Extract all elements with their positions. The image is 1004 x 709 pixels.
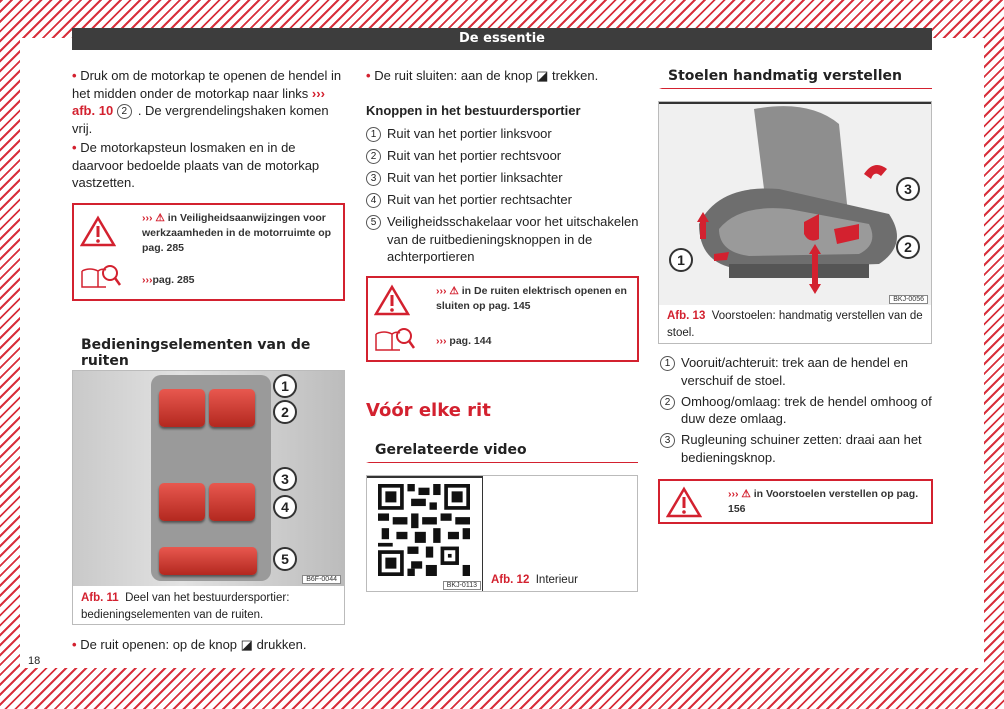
list-item bbox=[366, 191, 641, 209]
item-text: Omhoog/omlaag: trek de hendel omhoog of duw deze omlaag. bbox=[681, 393, 932, 426]
warning-link[interactable] bbox=[436, 284, 636, 314]
item-text: Ruit van het portier rechtsachter bbox=[387, 192, 572, 207]
item-text: Rugleuning schuiner zetten: draai aan het bedieningsknop. bbox=[681, 432, 922, 465]
warning-box bbox=[366, 276, 639, 362]
warning-text: in Veiligheidsaanwijzingen voor werkzaamheden in de motorruimte op pag. 285 bbox=[142, 212, 332, 254]
book-ref: pag. 144 bbox=[449, 335, 492, 347]
figure-code: BKJ-0056 bbox=[889, 295, 928, 304]
chevrons: ››› bbox=[728, 488, 739, 500]
item-text: Ruit van het portier rechtsvoor bbox=[387, 148, 562, 163]
caption-label: Afb. 12 bbox=[491, 574, 530, 586]
caption-text: Voorstoelen: handmatig verstellen van de stoel. bbox=[667, 310, 923, 339]
section-title-seats: Stoelen handmatig verstellen bbox=[659, 68, 932, 89]
book-search-icon bbox=[80, 263, 122, 291]
figure-video bbox=[366, 475, 638, 592]
bullet-text: De ruit openen: op de knop bbox=[80, 637, 238, 652]
caption-label: Afb. 13 bbox=[667, 310, 706, 322]
item-number: 1 bbox=[660, 356, 675, 371]
warning-link[interactable] bbox=[142, 211, 342, 256]
item-number: 3 bbox=[366, 171, 381, 186]
item-text: Ruit van het portier linksvoor bbox=[387, 126, 552, 141]
chevrons: ››› bbox=[436, 285, 447, 297]
bullet-support: • De motorkapsteun losmaken en in de daarvoor bedoelde plaats van de motorkap vastzetten. bbox=[72, 140, 320, 190]
figure-code: B6F-0044 bbox=[302, 575, 341, 584]
window-button-4 bbox=[209, 483, 255, 521]
caption-text: Interieur bbox=[535, 574, 578, 586]
section-title-video: Gerelateerde video bbox=[366, 442, 638, 463]
callout-4: 4 bbox=[273, 495, 297, 519]
safety-switch-button bbox=[159, 547, 257, 575]
figure-caption bbox=[491, 572, 578, 589]
warning-small-icon: ⚠ bbox=[449, 285, 459, 297]
chevrons: ››› bbox=[436, 335, 447, 347]
item-text: Vooruit/achteruit: trek aan de hendel en verschuif de stoel. bbox=[681, 355, 908, 388]
figure-caption bbox=[667, 308, 925, 342]
window-button-icon: ◪ bbox=[240, 637, 253, 652]
item-number: 1 bbox=[366, 127, 381, 142]
seat-illustration bbox=[659, 104, 931, 304]
list-item bbox=[660, 354, 932, 389]
window-button-2 bbox=[209, 389, 255, 427]
warning-box bbox=[72, 203, 345, 301]
list-item bbox=[366, 125, 641, 143]
seat-list bbox=[660, 354, 932, 466]
figure-image bbox=[659, 102, 931, 305]
subheading: Knoppen in het bestuurdersportier bbox=[366, 103, 581, 118]
bullet-text: drukken. bbox=[256, 637, 307, 652]
warning-triangle-icon bbox=[80, 215, 116, 247]
warning-text: in De ruiten elektrisch openen en sluiten op pag. 145 bbox=[436, 285, 627, 312]
callout-2: 2 bbox=[896, 235, 920, 259]
item-number: 5 bbox=[366, 215, 381, 230]
warning-triangle-icon bbox=[666, 486, 702, 518]
list-item bbox=[366, 213, 641, 266]
button-list bbox=[366, 125, 641, 266]
list-item bbox=[366, 169, 641, 187]
section-title-windows: Bedieningselementen van de ruiten bbox=[72, 337, 345, 374]
window-button-icon: ◪ bbox=[536, 68, 549, 83]
bullet-close-window: • De ruit sluiten: aan de knop ◪ trekken. bbox=[366, 68, 599, 83]
bullet-text: De ruit sluiten: aan de knop bbox=[374, 68, 533, 83]
chapter-title: Vóór elke rit bbox=[366, 400, 491, 421]
caption-text: Deel van het bestuurdersportier: bedieningselementen van de ruiten. bbox=[81, 592, 290, 621]
page-header: De essentie bbox=[72, 28, 932, 50]
warning-small-icon: ⚠ bbox=[155, 212, 165, 224]
item-number: 2 bbox=[366, 149, 381, 164]
qr-code-frame[interactable] bbox=[367, 476, 483, 591]
callout-number: 2 bbox=[117, 104, 132, 119]
callout-1: 1 bbox=[669, 248, 693, 272]
caption-label: Afb. 11 bbox=[81, 592, 119, 604]
qr-code-icon bbox=[378, 484, 470, 576]
bullet-text: Druk om de motorkap te openen de hendel in het midden onder de motorkap naar links bbox=[72, 68, 342, 101]
callout-5: 5 bbox=[273, 547, 297, 571]
list-item bbox=[366, 147, 641, 165]
page-number: 18 bbox=[28, 655, 41, 667]
bullet-text: trekken. bbox=[552, 68, 599, 83]
figure-window-controls bbox=[72, 370, 345, 625]
callout-3: 3 bbox=[896, 177, 920, 201]
item-text: Veiligheidsschakelaar voor het uitschakelen van de ruitbedieningsknoppen in de achterportieren bbox=[387, 214, 639, 264]
bullet-text: . De vergrendelingshaken komen vrij. bbox=[72, 103, 329, 136]
warning-small-icon: ⚠ bbox=[741, 488, 751, 500]
book-search-icon bbox=[374, 326, 416, 354]
list-item bbox=[660, 393, 932, 428]
bullet-text: De motorkapsteun losmaken en in de daarvoor bedoelde plaats van de motorkap vastzetten. bbox=[72, 140, 320, 190]
chevrons: ››› bbox=[142, 274, 153, 286]
item-number: 4 bbox=[366, 193, 381, 208]
chevrons: ››› bbox=[142, 212, 153, 224]
figure-code: BKJ-0113 bbox=[443, 581, 481, 590]
callout-3: 3 bbox=[273, 467, 297, 491]
window-button-1 bbox=[159, 389, 205, 427]
bullet-open-window: • De ruit openen: op de knop ◪ drukken. bbox=[72, 637, 307, 652]
figure-caption bbox=[81, 590, 339, 624]
item-number: 2 bbox=[660, 395, 675, 410]
warning-triangle-icon bbox=[374, 284, 410, 316]
window-button-3 bbox=[159, 483, 205, 521]
callout-2: 2 bbox=[273, 400, 297, 424]
book-link[interactable] bbox=[142, 273, 195, 288]
figure-image bbox=[73, 371, 344, 586]
item-text: Ruit van het portier linksachter bbox=[387, 170, 563, 185]
book-link[interactable] bbox=[436, 334, 491, 349]
book-ref: pag. 285 bbox=[152, 274, 195, 286]
callout-1: 1 bbox=[273, 374, 297, 398]
warning-link[interactable] bbox=[728, 487, 928, 517]
warning-box bbox=[658, 479, 933, 524]
intro-bullets bbox=[72, 67, 344, 192]
item-number: 3 bbox=[660, 433, 675, 448]
warning-text: in Voorstoelen verstellen op pag. 156 bbox=[728, 488, 919, 515]
figure-seat bbox=[658, 101, 932, 344]
list-item bbox=[660, 431, 932, 466]
bullet-open-hood: • Druk om de motorkap te openen de hendel in het midden onder de motorkap naar links ››› afb. 10 2 . De vergrendelingshaken komen vrij. bbox=[72, 68, 342, 136]
figure-ref-link[interactable]: ››› afb. 10 bbox=[72, 85, 325, 118]
